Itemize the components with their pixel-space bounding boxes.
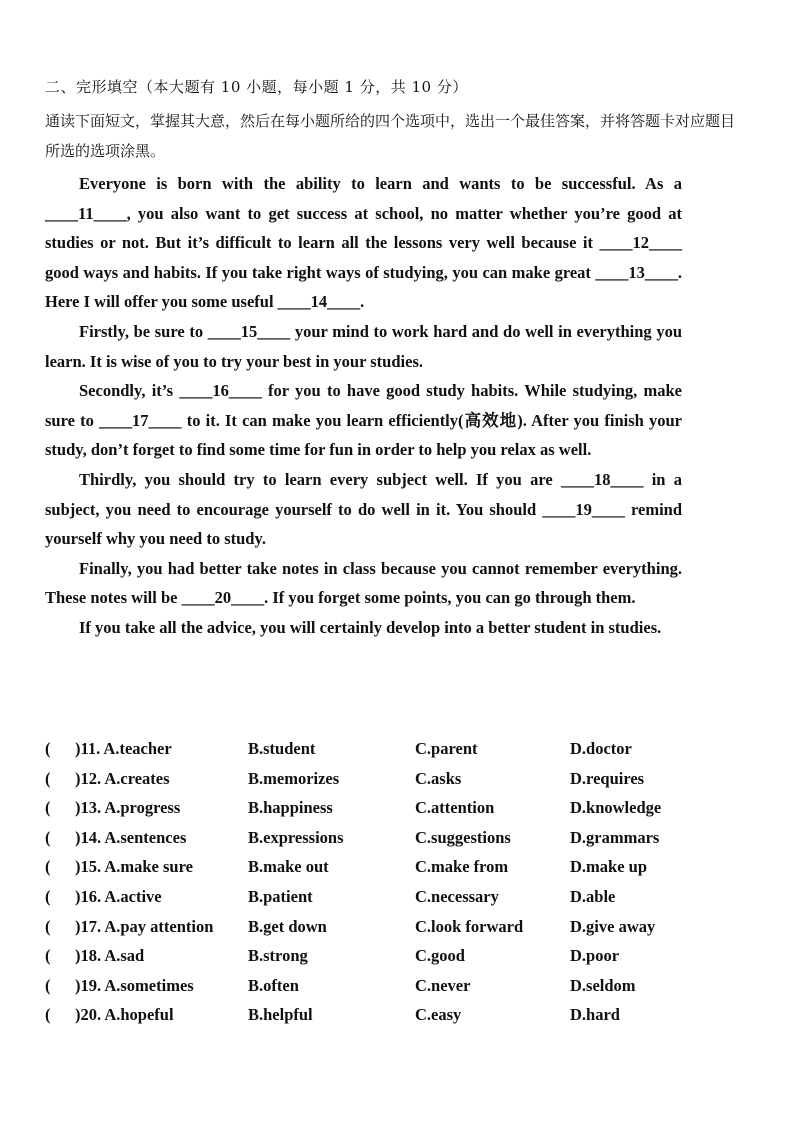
answer-blank[interactable]: ( (45, 886, 51, 906)
options-list (45, 734, 745, 1030)
option-d: D.give away (570, 916, 656, 936)
option-c: C.attention (415, 798, 495, 818)
question-row-11 (45, 734, 745, 764)
option-a: )16. A.active (75, 886, 162, 906)
option-b: B.expressions (248, 827, 344, 847)
cloze-passage (45, 169, 682, 643)
option-c: C.suggestions (415, 827, 511, 847)
question-row-14 (45, 823, 745, 853)
option-b: B.get down (248, 916, 327, 936)
option-a: )13. A.progress (75, 798, 181, 818)
option-a: )19. A.sometimes (75, 975, 194, 995)
answer-blank[interactable]: ( (45, 768, 51, 788)
option-c: C.necessary (415, 886, 499, 906)
option-b: B.helpful (248, 1005, 313, 1025)
passage-paragraph-2: Firstly, be sure to ____15____ your mind to work hard and do well in everything you learn. It is wise of you to try your best in your studies. (45, 321, 682, 371)
option-d: D.hard (570, 1005, 620, 1025)
passage-paragraph-4: Thirdly, you should try to learn every subject well. If you are ____18____ in a subject, you need to encourage yourself to do well in it. You should ____19____ remind yourself why you need to study. (45, 469, 682, 549)
question-row-16 (45, 882, 745, 912)
option-d: D.knowledge (570, 798, 662, 818)
option-a: )18. A.sad (75, 946, 145, 966)
answer-blank[interactable]: ( (45, 916, 51, 936)
option-c: C.make from (415, 857, 509, 877)
option-d: D.requires (570, 768, 645, 788)
question-row-19 (45, 971, 745, 1001)
option-c: C.good (415, 946, 465, 966)
answer-blank[interactable]: ( (45, 739, 51, 758)
option-a: )15. A.make sure (75, 857, 193, 877)
question-row-15 (45, 852, 745, 882)
option-c: C.never (415, 975, 471, 995)
question-row-12 (45, 764, 745, 794)
option-d: D.grammars (570, 827, 660, 847)
question-row-13 (45, 793, 745, 823)
option-d: D.poor (570, 946, 620, 966)
option-a: )14. A.sentences (75, 827, 187, 847)
option-b: B.memorizes (248, 768, 340, 788)
answer-blank[interactable]: ( (45, 975, 51, 995)
option-c: C.asks (415, 768, 462, 788)
option-c: C.parent (415, 739, 478, 758)
answer-blank[interactable]: ( (45, 827, 51, 847)
passage-paragraph-6: If you take all the advice, you will certainly develop into a better student in studies. (79, 617, 662, 637)
option-a: )12. A.creates (75, 768, 170, 788)
option-c: C.look forward (415, 916, 524, 936)
option-b: B.strong (248, 946, 308, 966)
option-d: D.seldom (570, 975, 636, 995)
answer-blank[interactable]: ( (45, 857, 51, 877)
option-c: C.easy (415, 1005, 462, 1025)
option-a: )11. A.teacher (75, 739, 172, 758)
option-d: D.able (570, 886, 616, 906)
passage-paragraph-3: Secondly, it’s ____16____ for you to have good study habits. While studying, make sure to ____17____ to it. It can make you learn efficiently(高效地). After you finish your study, don’t forget to find some time for fun in order to help you relax as well. (45, 381, 682, 460)
option-a: )20. A.hopeful (75, 1005, 174, 1025)
answer-blank[interactable]: ( (45, 798, 51, 818)
question-row-17 (45, 912, 745, 942)
option-b: B.often (248, 975, 299, 995)
option-b: B.happiness (248, 798, 333, 818)
answer-blank[interactable]: ( (45, 946, 51, 966)
section-instructions: 通读下面短文，掌握其大意，然后在每小题所给的四个选项中，选出一个最佳答案，并将答题卡对应题目所选的选项涂黑。 (45, 112, 736, 160)
option-b: B.make out (248, 857, 329, 877)
passage-paragraph-1: Everyone is born with the ability to learn and wants to be successful. As a ____11____, you also want to get success at school, no matter whether you’re good at studies or not. But it’s difficult to learn all the lessons very well because it ____12____ good ways and habits. If you take right ways of studying, you can make great ____13____. Here I will offer you some useful ____14____. (45, 174, 682, 312)
answer-blank[interactable]: ( (45, 1005, 51, 1025)
option-b: B.patient (248, 886, 313, 906)
option-b: B.student (248, 739, 316, 758)
question-row-18 (45, 941, 745, 971)
option-a: )17. A.pay attention (75, 916, 214, 936)
question-row-20 (45, 1000, 745, 1030)
section-heading: 二、完形填空（本大题有 10 小题，每小题 1 分，共 10 分） (45, 78, 468, 96)
passage-paragraph-5: Finally, you had better take notes in class because you cannot remember everything. These notes will be ____20____. If you forget some points, you can go through them. (45, 558, 682, 608)
option-d: D.doctor (570, 739, 632, 758)
option-d: D.make up (570, 857, 648, 877)
